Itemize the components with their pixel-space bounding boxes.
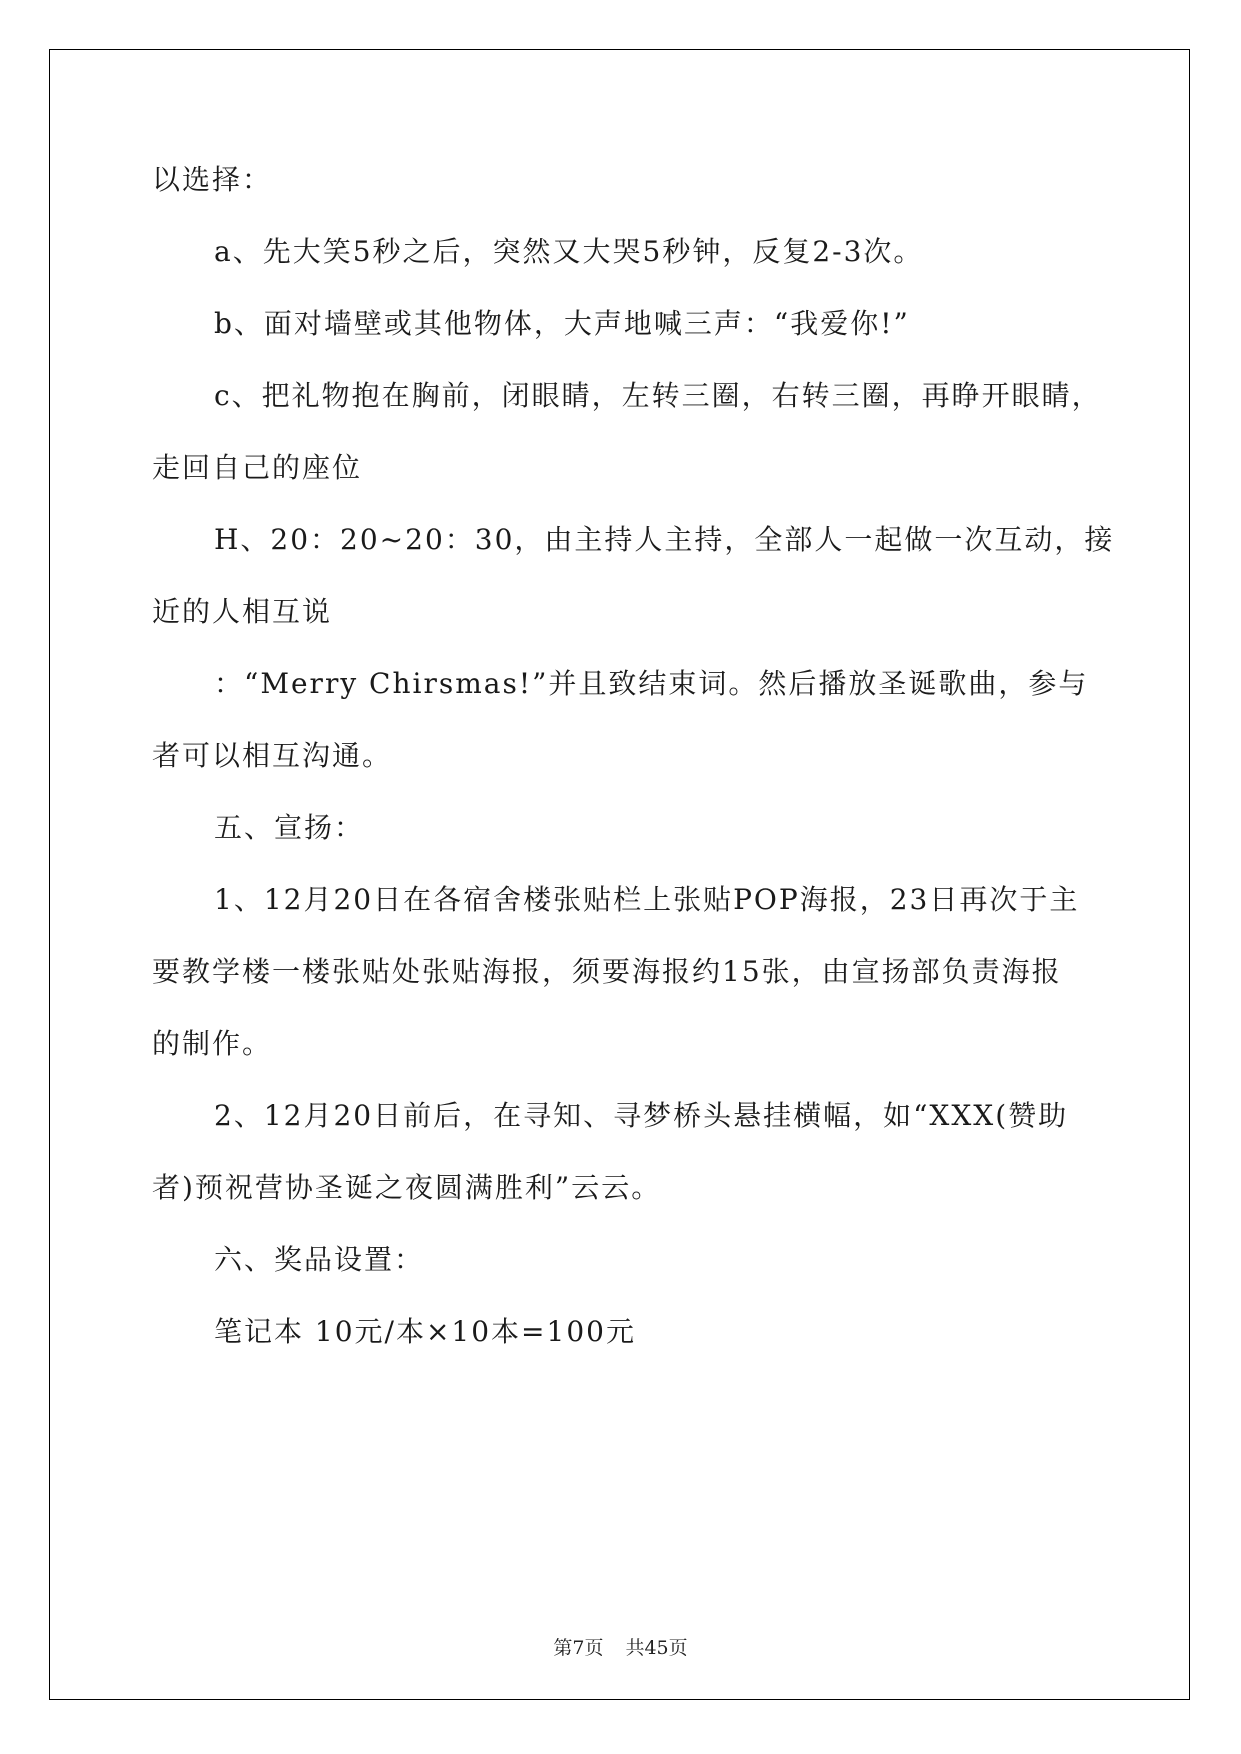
page-footer	[0, 1633, 1241, 1660]
text-line: 近的人相互说	[152, 595, 333, 628]
text-line: 要教学楼一楼张贴处张贴海报，须要海报约15张，由宣扬部负责海报	[152, 955, 1062, 988]
text-line: 笔记本 10元/本×10本=100元	[214, 1315, 636, 1348]
text-line: 的制作。	[152, 1027, 273, 1060]
page-total: 共45页	[625, 1637, 688, 1659]
text-line: c、把礼物抱在胸前，闭眼睛，左转三圈，右转三圈，再睁开眼睛，	[214, 379, 1102, 412]
page-border	[49, 49, 1190, 1700]
text-line: 者可以相互沟通。	[152, 739, 393, 772]
text-line: 者)预祝营协圣诞之夜圆满胜利”云云。	[152, 1171, 662, 1204]
text-line: 走回自己的座位	[152, 451, 363, 484]
text-line: ：“Merry Chirsmas!”并且致结束词。然后播放圣诞歌曲，参与	[214, 667, 1089, 700]
text-line: H、20：20~20：30，由主持人主持，全部人一起做一次互动，接	[214, 523, 1115, 556]
section-heading: 五、宣扬：	[214, 811, 365, 844]
page-number: 第7页	[553, 1637, 604, 1659]
text-line: b、面对墙壁或其他物体，大声地喊三声：“我爱你!”	[214, 307, 910, 340]
text-line: 以选择：	[152, 163, 273, 196]
section-heading: 六、奖品设置：	[214, 1243, 425, 1276]
text-line: a、先大笑5秒之后，突然又大哭5秒钟，反复2-3次。	[214, 235, 924, 268]
text-line: 2、12月20日前后，在寻知、寻梦桥头悬挂横幅，如“XXX(赞助	[214, 1099, 1069, 1132]
text-line: 1、12月20日在各宿舍楼张贴栏上张贴POP海报，23日再次于主	[214, 883, 1080, 916]
